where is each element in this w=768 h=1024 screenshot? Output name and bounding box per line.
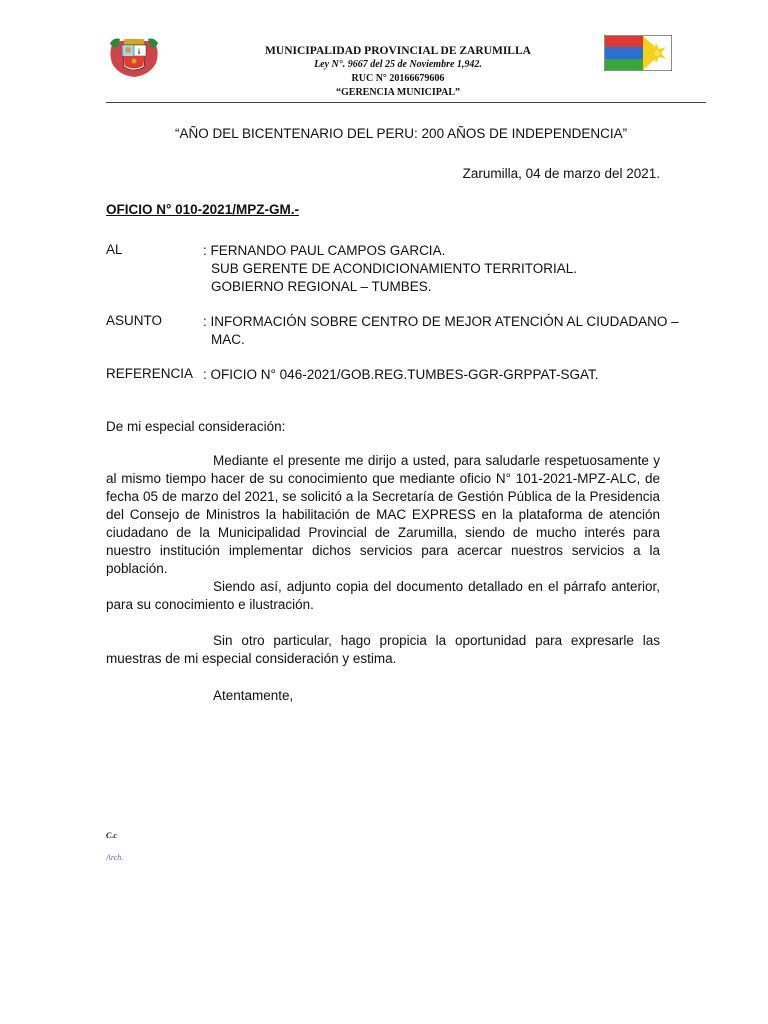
signoff: Atentamente, <box>213 688 294 703</box>
asunto-line-2: MAC. <box>211 332 245 347</box>
greeting: De mi especial consideración: <box>106 419 286 434</box>
oficio-number: OFICIO N° 010-2021/MPZ-GM.- <box>106 202 299 217</box>
al-line-1: : FERNANDO PAUL CAMPOS GARCIA. <box>203 243 446 258</box>
body-paragraph-2: Siendo así, adjunto copia del documento detallado en el párrafo anterior, para su conocimiento e ilustración. <box>106 579 660 612</box>
al-line-2: SUB GERENTE DE ACONDICIONAMIENTO TERRITORIAL. <box>211 261 578 276</box>
referencia-label: REFERENCIA <box>106 366 194 381</box>
body-paragraph-1: Mediante el presente me dirijo a usted, para saludarle respetuosamente y al mismo tiempo hacer de su conocimiento que mediante oficio N° 101-2021-MPZ-ALC, de fecha 05 de marzo del 2021, se solicitó a la Secretaría de Gestión Pública de la Presidencia del Consejo de Ministros la habilitación de MAC EXPRESS en la plataforma de atención ciudadano de la Municipalidad Provincial de Zarumilla, siendo de mucho interés para nuestro institución implementar dichos servicios para acercar nuestros servicios a la población. <box>106 453 660 576</box>
institution-law: Ley N°. 9667 del 25 de Noviembre 1,942. <box>314 59 482 70</box>
department-name: “GERENCIA MUNICIPAL” <box>336 87 460 98</box>
letterhead <box>210 44 586 100</box>
asunto-colon: : <box>203 314 207 329</box>
asunto-subject <box>203 313 679 349</box>
al-recipient <box>203 242 577 296</box>
body-paragraph-3: Sin otro particular, hago propicia la oportunidad para expresarle las muestras de mi especial consideración y estima. <box>106 633 660 666</box>
asunto-line-1: : INFORMACIÓN SOBRE CENTRO DE MEJOR ATENCIÓN AL CIUDADANO – <box>203 314 679 329</box>
zarumilla-flag-icon <box>604 35 672 71</box>
institution-name: MUNICIPALIDAD PROVINCIAL DE ZARUMILLA <box>265 45 531 57</box>
asunto-label: ASUNTO <box>106 313 163 328</box>
archive-note: Arch. <box>106 853 124 862</box>
al-colon: : <box>203 243 207 258</box>
year-motto: “AÑO DEL BICENTENARIO DEL PERU: 200 AÑOS DE INDEPENDENCIA” <box>175 126 628 141</box>
header-divider <box>106 102 706 103</box>
al-line-3: GOBIERNO REGIONAL – TUMBES. <box>211 279 432 294</box>
al-label: AL <box>106 242 123 257</box>
referencia-value: : OFICIO N° 046-2021/GOB.REG.TUMBES-GGR-GRPPAT-SGAT. <box>203 367 599 382</box>
peru-coat-of-arms-icon <box>106 33 162 79</box>
institution-ruc: RUC N° 20166679606 <box>351 73 445 84</box>
carbon-copy-note: C.c <box>106 831 117 840</box>
referencia-colon: : <box>203 367 207 382</box>
document-date: Zarumilla, 04 de marzo del 2021. <box>462 166 660 181</box>
